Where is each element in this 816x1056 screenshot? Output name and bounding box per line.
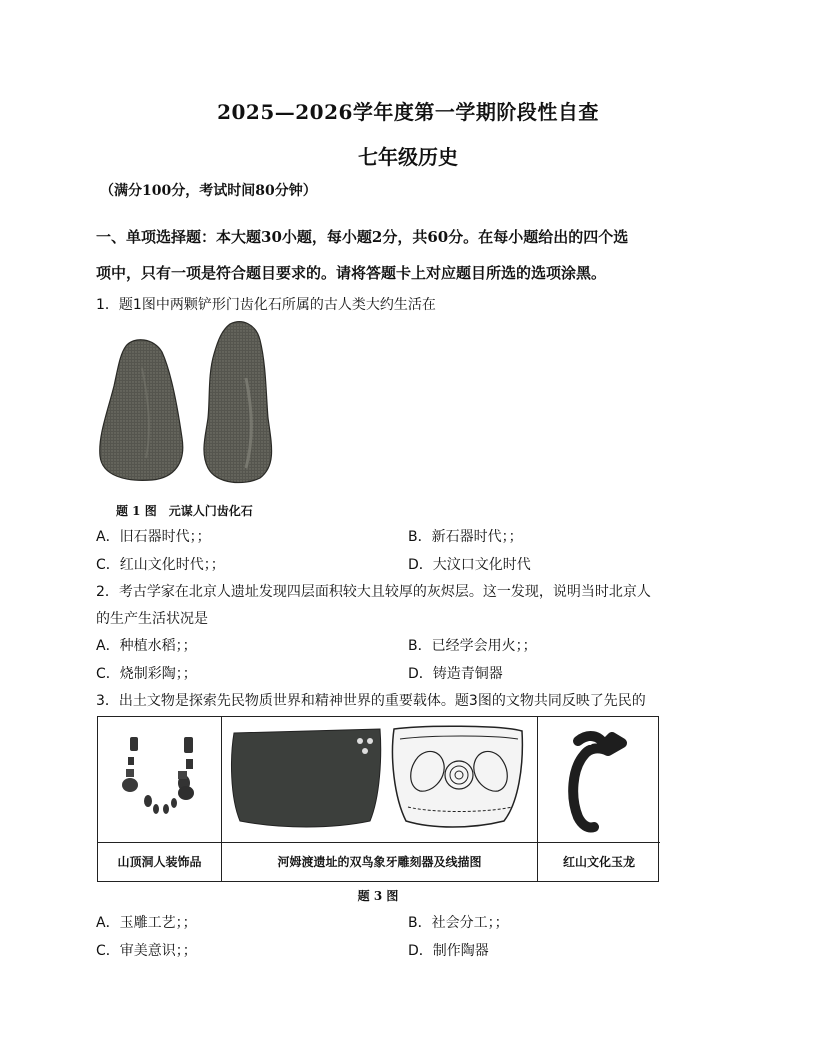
figure-3-label-ornaments: 山顶洞人装饰品: [98, 842, 221, 881]
q1-option-c[interactable]: C．红山文化时代；；: [96, 557, 225, 573]
ivory-carving-image: [222, 717, 538, 843]
q2-option-c[interactable]: C．烧制彩陶；；: [96, 666, 197, 682]
fossil-teeth-figure: [96, 318, 280, 490]
question-1-stem: 1．题1图中两颗铲形门齿化石所属的古人类大约生活在: [96, 297, 436, 313]
figure-3-table: [97, 716, 659, 882]
figure-3-label-jade-dragon: 红山文化玉龙: [538, 842, 660, 881]
figure-3-cell-ivory: [222, 717, 538, 881]
q2-option-d[interactable]: D．铸造青铜器: [408, 666, 503, 682]
q3-option-d[interactable]: D．制作陶器: [408, 943, 489, 959]
q1-option-d[interactable]: D．大汶口文化时代: [408, 557, 531, 573]
q2-option-b[interactable]: B．已经学会用火；；: [408, 638, 537, 654]
q1-option-a[interactable]: A．旧石器时代；；: [96, 529, 211, 545]
section-instructions-line2: 项中，只有一项是符合题目要求的。请将答题卡上对应题目所选的选项涂黑。: [96, 264, 607, 282]
q1-option-b[interactable]: B．新石器时代；；: [408, 529, 523, 545]
q3-option-b[interactable]: B．社会分工；；: [408, 915, 509, 931]
exam-subtitle: 七年级历史: [358, 145, 458, 169]
question-2-stem-line1: 2．考古学家在北京人遗址发现四层面积较大且较厚的灰烬层。这一发现，说明当时北京人: [96, 584, 651, 600]
q2-option-a[interactable]: A．种植水稻；；: [96, 638, 197, 654]
figure-3-cell-ornaments: [98, 717, 222, 881]
fossil-tooth-left: [100, 340, 183, 481]
ornaments-image: [98, 717, 222, 843]
jade-dragon-image: [538, 717, 660, 843]
q3-option-a[interactable]: A．玉雕工艺；；: [96, 915, 197, 931]
q3-option-c[interactable]: C．审美意识；；: [96, 943, 197, 959]
figure-1-caption: 题 1 图 元谋人门齿化石: [116, 504, 253, 518]
question-2-stem-line2: 的生产生活状况是: [96, 611, 208, 627]
section-instructions-line1: 一、单项选择题：本大题30小题，每小题2分，共60分。在每小题给出的四个选: [96, 228, 629, 246]
figure-3-caption: 题 3 图: [357, 889, 399, 903]
figure-3-label-ivory: 河姆渡遗址的双鸟象牙雕刻器及线描图: [222, 842, 537, 881]
figure-3-cell-jade-dragon: [538, 717, 660, 881]
question-3-stem: 3．出土文物是探索先民物质世界和精神世界的重要载体。题3图的文物共同反映了先民的: [96, 693, 646, 709]
fossil-tooth-right: [204, 322, 272, 483]
exam-title: 2025—2026学年度第一学期阶段性自查: [217, 100, 599, 124]
exam-note: （满分100分，考试时间80分钟）: [100, 183, 317, 199]
